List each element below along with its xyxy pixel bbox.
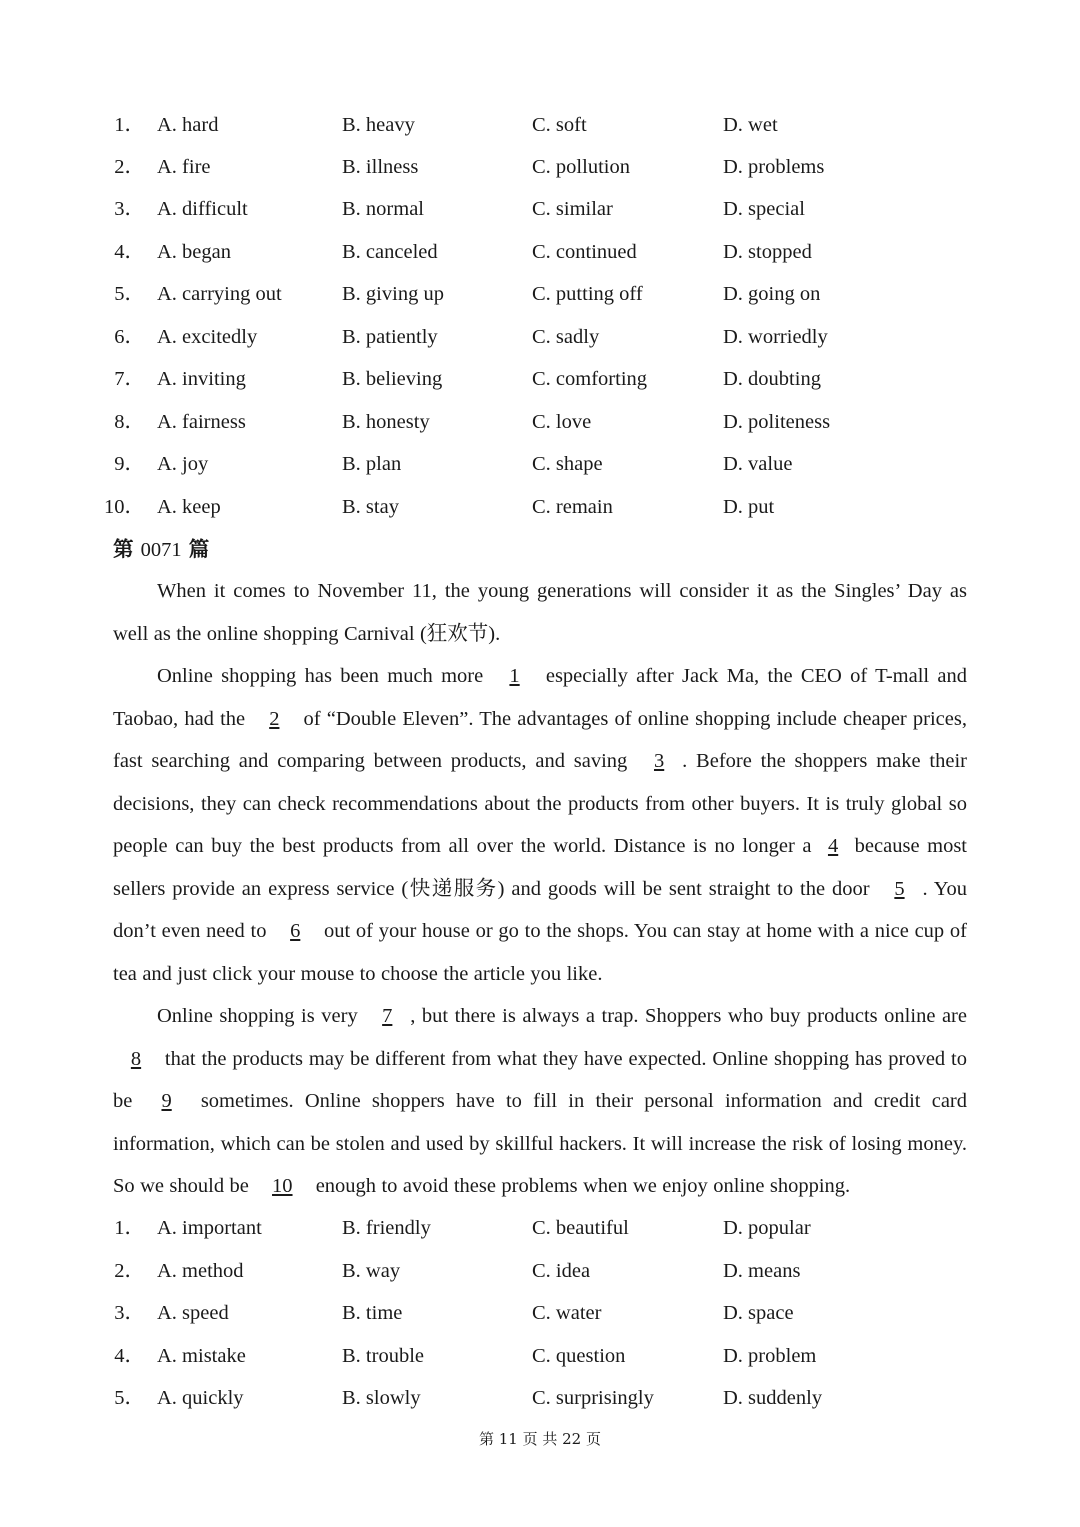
option-a: A. joy [157, 453, 209, 475]
paragraph-text: Online shopping has been much more [157, 665, 492, 687]
option-d: D. wet [723, 114, 778, 136]
question-number: 8． [114, 411, 145, 433]
question-number: 9． [114, 453, 145, 475]
option-a: A. speed [157, 1302, 229, 1324]
blank-10: 10 [272, 1175, 293, 1197]
passage-number: 0071 [140, 539, 182, 561]
option-b: B. canceled [342, 241, 438, 263]
paragraph-text: sometimes. Online shoppers have to fill in their personal information and credit card information, which can be stolen and used by skillful hackers. It will increase the risk of losing money. So we should be [113, 1090, 967, 1197]
question-number: 7． [114, 368, 145, 390]
option-a: A. mistake [157, 1345, 246, 1367]
blank-5: 5 [894, 877, 905, 900]
option-d: D. doubting [723, 368, 821, 390]
option-b: B. heavy [342, 114, 415, 136]
option-row [0, 1256, 1080, 1286]
option-d: D. going on [723, 283, 821, 305]
option-c: C. shape [532, 453, 603, 475]
question-number: 6． [114, 326, 145, 348]
question-number: 1． [114, 114, 145, 136]
option-d: D. means [723, 1260, 801, 1282]
option-row [0, 1298, 1080, 1328]
question-number: 4． [114, 1345, 145, 1367]
paragraph-text: that the products may be different from what they have expected. Online shopping has proved to be [113, 1047, 967, 1112]
option-c: C. comforting [532, 368, 648, 390]
passage-paragraph-2 [113, 655, 967, 995]
question-number: 3． [114, 1302, 145, 1324]
paragraph-text: enough to avoid these problems when we enjoy online shopping. [310, 1175, 851, 1197]
passage-paragraph-1 [113, 570, 967, 655]
option-row [0, 364, 1080, 394]
passage-heading [113, 534, 209, 565]
blank-3: 3 [653, 750, 665, 772]
option-c: C. similar [532, 198, 613, 220]
paragraph-text: out of your house or go to the shops. You can stay at home with a nice cup of tea and just click your mouse to choose the article you like. [113, 920, 967, 985]
option-d: D. suddenly [723, 1387, 823, 1409]
option-row [0, 492, 1080, 522]
option-d: D. politeness [723, 411, 831, 433]
blank-6: 6 [290, 920, 301, 942]
option-d: D. stopped [723, 241, 812, 263]
option-a: A. fire [157, 156, 211, 178]
blank-9: 9 [161, 1090, 172, 1112]
page-footer: 第 11 页 共 22 页 [478, 1430, 601, 1448]
option-c: C. beautiful [532, 1217, 629, 1239]
option-b: B. trouble [342, 1345, 424, 1367]
heading-suffix: 篇 [181, 537, 210, 561]
paragraph-text: especially after Jack Ma, the CEO of T-mall and Taobao, had the [113, 665, 967, 730]
option-a: A. excitedly [157, 326, 258, 348]
option-a: A. fairness [157, 411, 246, 433]
option-a: A. important [157, 1217, 262, 1239]
option-a: A. quickly [157, 1387, 244, 1409]
option-b: B. giving up [342, 283, 444, 305]
option-c: C. continued [532, 241, 637, 263]
option-c: C. remain [532, 496, 613, 518]
option-d: D. problems [723, 156, 825, 178]
paragraph-text: . You don’t even need to [113, 877, 967, 942]
option-b: B. honesty [342, 411, 430, 433]
blank-4: 4 [827, 835, 839, 857]
option-row [0, 152, 1080, 182]
option-b: B. time [342, 1302, 403, 1324]
question-number: 5． [114, 283, 145, 305]
question-number: 2． [114, 156, 145, 178]
option-a: A. hard [157, 114, 219, 136]
option-b: B. believing [342, 368, 443, 390]
option-row [0, 237, 1080, 267]
option-a: A. method [157, 1260, 244, 1282]
option-row [0, 1341, 1080, 1371]
paragraph-text: because most sellers provide an express service (快递服务) and goods will be sent straight to the door [113, 835, 968, 900]
option-row [0, 407, 1080, 437]
option-row [0, 1383, 1080, 1413]
option-c: C. sadly [532, 326, 600, 348]
option-d: D. worriedly [723, 326, 828, 348]
paragraph-text: of “Double Eleven”. The advantages of online shopping include cheaper prices, fast searching and comparing between products, and saving [113, 707, 967, 772]
option-d: D. space [723, 1302, 794, 1324]
option-b: B. illness [342, 156, 419, 178]
passage-paragraph-3 [113, 995, 967, 1208]
option-a: A. began [157, 241, 232, 263]
option-b: B. slowly [342, 1387, 421, 1409]
question-number: 3． [114, 198, 145, 220]
option-b: B. stay [342, 496, 399, 518]
option-d: D. put [723, 496, 775, 518]
option-b: B. normal [342, 198, 424, 220]
paragraph-text: . Before the shoppers make their decisions, they can check recommendations about the products from other buyers. It is truly global so people can buy the best products from all over the world. Distance is no longer a [113, 750, 967, 857]
option-a: A. difficult [157, 198, 248, 220]
option-d: D. popular [723, 1217, 811, 1239]
option-c: C. water [532, 1302, 602, 1324]
option-c: C. pollution [532, 156, 630, 178]
question-number: 5． [114, 1387, 145, 1409]
heading-prefix: 第 [113, 537, 141, 561]
option-b: B. patiently [342, 326, 438, 348]
option-c: C. putting off [532, 283, 643, 305]
option-a: A. carrying out [157, 283, 282, 305]
blank-1: 1 [509, 665, 520, 687]
option-b: B. friendly [342, 1217, 431, 1239]
option-row [0, 449, 1080, 479]
option-c: C. question [532, 1345, 626, 1367]
option-d: D. problem [723, 1345, 817, 1367]
option-b: B. way [342, 1260, 401, 1282]
option-row [0, 322, 1080, 352]
option-c: C. surprisingly [532, 1387, 654, 1409]
paragraph-text: When it comes to November 11, the young generations will consider it as the Singles’ Day as well as the online shopping Carnival (狂欢节). [113, 580, 967, 645]
option-row [0, 194, 1080, 224]
question-number: 2． [114, 1260, 145, 1282]
option-c: C. idea [532, 1260, 591, 1282]
option-a: A. inviting [157, 368, 246, 390]
option-row [0, 1213, 1080, 1243]
option-a: A. keep [157, 496, 221, 518]
blank-7: 7 [382, 1005, 393, 1027]
question-number: 1． [114, 1217, 145, 1239]
option-c: C. soft [532, 114, 587, 136]
blank-2: 2 [269, 707, 280, 730]
blank-8: 8 [130, 1047, 142, 1070]
paragraph-text: , but there is always a trap. Shoppers who buy products online are [410, 1005, 967, 1027]
option-row [0, 110, 1080, 140]
paragraph-text: Online shopping is very [157, 1005, 365, 1027]
option-b: B. plan [342, 453, 402, 475]
option-c: C. love [532, 411, 592, 433]
question-number: 4． [114, 241, 145, 263]
question-number: 10． [104, 496, 145, 518]
option-d: D. special [723, 198, 805, 220]
option-d: D. value [723, 453, 793, 475]
option-row [0, 279, 1080, 309]
